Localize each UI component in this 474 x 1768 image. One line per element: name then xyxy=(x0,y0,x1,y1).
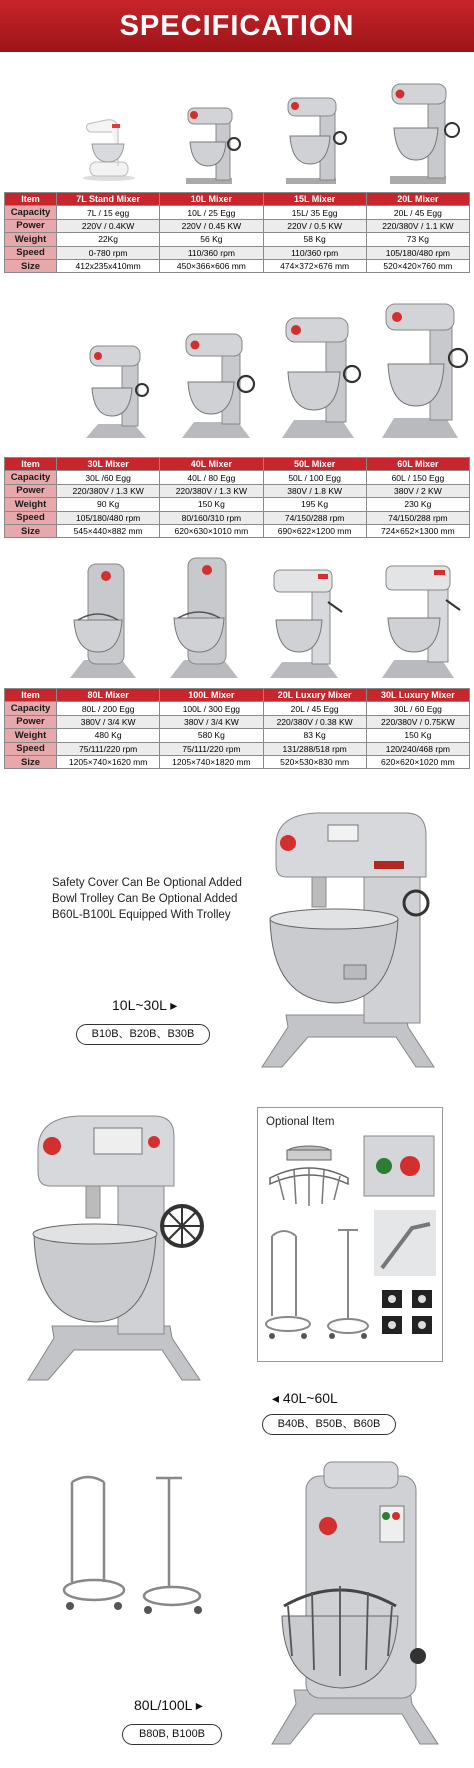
row-label: Weight xyxy=(5,498,57,511)
table-cell: 60L / 150 Egg xyxy=(366,471,469,484)
header-cell: 20L Luxury Mixer xyxy=(263,689,366,702)
bracket-parts-image xyxy=(378,1286,438,1342)
table-cell: 56 Kg xyxy=(160,233,263,246)
header-cell: 30L Mixer xyxy=(57,458,160,471)
table-cell: 220/380V / 0.38 KW xyxy=(263,715,366,728)
table-header-row xyxy=(5,458,470,471)
row-label: Size xyxy=(5,259,57,272)
optional-items-title: Optional Item xyxy=(266,1116,335,1128)
table-row xyxy=(5,729,470,742)
table-cell: 105/180/480 rpm xyxy=(366,246,469,259)
table-cell: 110/360 rpm xyxy=(263,246,366,259)
table-row xyxy=(5,219,470,232)
table-row xyxy=(5,246,470,259)
table-cell: 150 Kg xyxy=(366,729,469,742)
optional-caption xyxy=(52,875,242,923)
mixer-image-30l xyxy=(82,340,150,440)
table-row xyxy=(5,742,470,755)
spec-table-3 xyxy=(4,688,470,769)
table-cell: 10L / 25 Egg xyxy=(160,206,263,219)
range-label-10-30l: 10L~30L ▸ xyxy=(112,997,178,1013)
table-row xyxy=(5,702,470,715)
caption-line: Safety Cover Can Be Optional Added xyxy=(52,877,242,889)
table-cell: 75/111/220 rpm xyxy=(160,742,263,755)
header-cell: 20L Mixer xyxy=(366,193,469,206)
table-cell: 50L / 100 Egg xyxy=(263,471,366,484)
table-cell: 1205×740×1820 mm xyxy=(160,755,263,768)
table-cell: 450×366×606 mm xyxy=(160,259,263,272)
spec-table-1 xyxy=(4,192,470,273)
crank-handle-image xyxy=(372,1208,438,1278)
header-cell: 80L Mixer xyxy=(57,689,160,702)
table-cell: 30L /60 Egg xyxy=(57,471,160,484)
model-pill-40-60l: B40B、B50B、B60B xyxy=(262,1414,396,1435)
mixer-image-80-100l-large xyxy=(268,1456,448,1752)
table-cell: 724×652×1300 mm xyxy=(366,524,469,537)
table-cell: 520×530×830 mm xyxy=(263,755,366,768)
table-cell: 22Kg xyxy=(57,233,160,246)
table-cell: 20L / 45 Egg xyxy=(263,702,366,715)
table-cell: 480 Kg xyxy=(57,729,160,742)
mixer-image-100l xyxy=(166,550,246,680)
row-label: Speed xyxy=(5,742,57,755)
table-row xyxy=(5,206,470,219)
table-cell: 220V / 0.5 KW xyxy=(263,219,366,232)
table-cell: 690×622×1200 mm xyxy=(263,524,366,537)
table-cell: 7L / 15 egg xyxy=(57,206,160,219)
table-cell: 105/180/480 rpm xyxy=(57,511,160,524)
header-cell: 50L Mixer xyxy=(263,458,366,471)
table-cell: 20L / 45 Egg xyxy=(366,206,469,219)
header-cell: Item xyxy=(5,458,57,471)
mixer-image-20l-luxury xyxy=(266,566,344,680)
table-cell: 1205×740×1620 mm xyxy=(57,755,160,768)
table-cell: 30L / 60 Egg xyxy=(366,702,469,715)
table-cell: 474×372×676 mm xyxy=(263,259,366,272)
header-cell: 60L Mixer xyxy=(366,458,469,471)
table-row xyxy=(5,498,470,511)
caption-line: B60L-B100L Equipped With Trolley xyxy=(52,909,231,921)
spec-table-2 xyxy=(4,457,470,538)
mixer-image-10l xyxy=(178,100,242,186)
table-cell: 83 Kg xyxy=(263,729,366,742)
row-label: Capacity xyxy=(5,702,57,715)
mixer-image-40-60l-large xyxy=(24,1106,214,1388)
bowl-trolley-image xyxy=(262,1216,372,1356)
table-cell: 620×630×1010 mm xyxy=(160,524,263,537)
optional-items-panel xyxy=(257,1107,443,1362)
table-header-row xyxy=(5,689,470,702)
table-cell: 220/380V / 0.75KW xyxy=(366,715,469,728)
row-label: Capacity xyxy=(5,471,57,484)
header-cell: 40L Mixer xyxy=(160,458,263,471)
mixer-image-15l xyxy=(278,90,348,186)
table-cell: 580 Kg xyxy=(160,729,263,742)
mixer-image-60l xyxy=(378,298,468,440)
table-cell: 545×440×882 mm xyxy=(57,524,160,537)
table-cell: 90 Kg xyxy=(57,498,160,511)
header-cell: 7L Stand Mixer xyxy=(57,193,160,206)
row-label: Size xyxy=(5,524,57,537)
table-row xyxy=(5,511,470,524)
table-cell: 0-780 rpm xyxy=(57,246,160,259)
table-cell: 73 Kg xyxy=(366,233,469,246)
header-cell: 15L Mixer xyxy=(263,193,366,206)
table-cell: 15L/ 35 Egg xyxy=(263,206,366,219)
table-cell: 110/360 rpm xyxy=(160,246,263,259)
model-pill-10-30l: B10B、B20B、B30B xyxy=(76,1024,210,1045)
row-label: Power xyxy=(5,715,57,728)
row-label: Size xyxy=(5,755,57,768)
table-row xyxy=(5,471,470,484)
mixer-image-80l xyxy=(66,556,144,680)
header-cell: 10L Mixer xyxy=(160,193,263,206)
table-cell: 75/111/220 rpm xyxy=(57,742,160,755)
table-row xyxy=(5,233,470,246)
table-row xyxy=(5,755,470,768)
range-label-80-100l: 80L/100L ▸ xyxy=(134,1697,203,1713)
table-cell: 620×620×1020 mm xyxy=(366,755,469,768)
mixer-image-30l-luxury xyxy=(378,562,462,680)
table-cell: 120/240/468 rpm xyxy=(366,742,469,755)
header-cell: 30L Luxury Mixer xyxy=(366,689,469,702)
table-cell: 150 Kg xyxy=(160,498,263,511)
table-cell: 380V / 3/4 KW xyxy=(160,715,263,728)
table-cell: 80L / 200 Egg xyxy=(57,702,160,715)
page-title: SPECIFICATION xyxy=(0,0,474,52)
table-cell: 80/160/310 rpm xyxy=(160,511,263,524)
row-label: Speed xyxy=(5,246,57,259)
model-pill-80-100l: B80B, B100B xyxy=(122,1724,222,1745)
mixer-image-10-30l-large xyxy=(256,805,446,1075)
table-cell: 220V / 0.4KW xyxy=(57,219,160,232)
table-cell: 74/150/288 rpm xyxy=(366,511,469,524)
table-row xyxy=(5,524,470,537)
row-label: Speed xyxy=(5,511,57,524)
table-cell: 380V / 3/4 KW xyxy=(57,715,160,728)
table-cell: 220/380V / 1.1 KW xyxy=(366,219,469,232)
table-row xyxy=(5,259,470,272)
row-label: Capacity xyxy=(5,206,57,219)
range-label-40-60l: ◂ 40L~60L xyxy=(272,1390,338,1406)
safety-cover-image xyxy=(264,1138,354,1208)
row-label: Weight xyxy=(5,233,57,246)
table-cell: 380V / 2 KW xyxy=(366,484,469,497)
table-cell: 195 Kg xyxy=(263,498,366,511)
table-cell: 131/288/518 rpm xyxy=(263,742,366,755)
table-header-row xyxy=(5,193,470,206)
header-cell: 100L Mixer xyxy=(160,689,263,702)
table-cell: 412x235x410mm xyxy=(57,259,160,272)
table-cell: 220/380V / 1.3 KW xyxy=(57,484,160,497)
row-label: Power xyxy=(5,484,57,497)
mixer-image-50l xyxy=(278,312,362,440)
table-cell: 520×420×760 mm xyxy=(366,259,469,272)
table-cell: 220V / 0.45 KW xyxy=(160,219,263,232)
trolley-image-80-100l xyxy=(60,1472,210,1622)
row-label: Weight xyxy=(5,729,57,742)
table-cell: 100L / 300 Egg xyxy=(160,702,263,715)
table-cell: 40L / 80 Egg xyxy=(160,471,263,484)
header-cell: Item xyxy=(5,193,57,206)
table-cell: 230 Kg xyxy=(366,498,469,511)
header-cell: Item xyxy=(5,689,57,702)
table-cell: 380V / 1.8 KW xyxy=(263,484,366,497)
table-row xyxy=(5,484,470,497)
table-row xyxy=(5,715,470,728)
table-cell: 74/150/288 rpm xyxy=(263,511,366,524)
control-panel-image xyxy=(362,1134,436,1198)
table-cell: 58 Kg xyxy=(263,233,366,246)
mixer-image-20l xyxy=(382,76,460,186)
mixer-image-40l xyxy=(178,328,256,440)
row-label: Power xyxy=(5,219,57,232)
caption-line: Bowl Trolley Can Be Optional Added xyxy=(52,893,238,905)
mixer-image-7l xyxy=(78,110,140,182)
table-cell: 220/380V / 1.3 KW xyxy=(160,484,263,497)
